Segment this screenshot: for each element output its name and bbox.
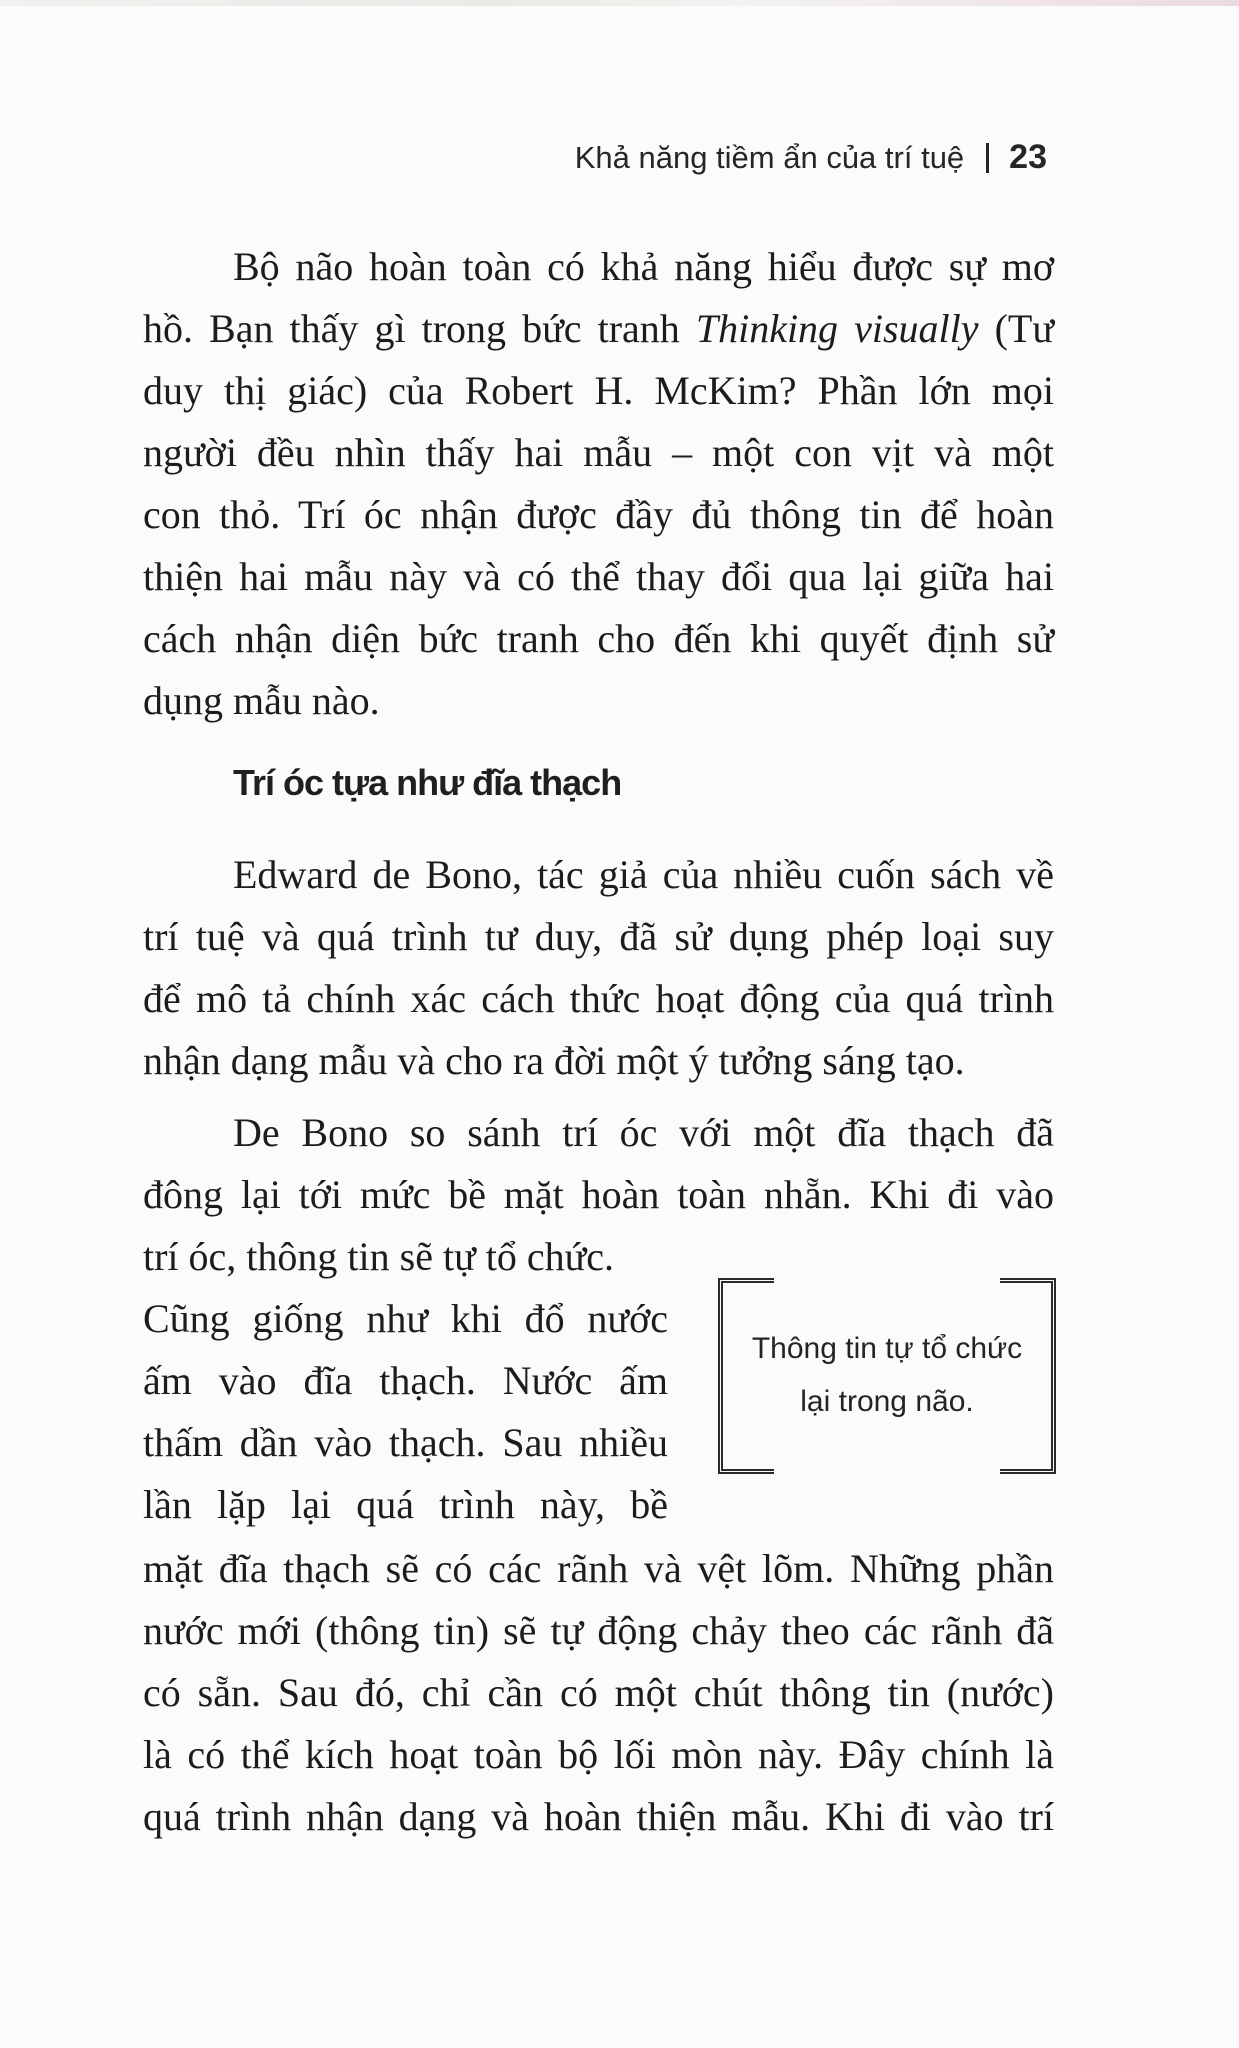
text-line: đông lại tới mức bề mặt hoàn toàn nhẵn. Khi đi vào (143, 1172, 1054, 1217)
chapter-title: Khả năng tiềm ẩn của trí tuệ (574, 139, 965, 175)
page-number: 23 (1009, 138, 1047, 176)
text-line: thiện hai mẫu này và có thể thay đổi qua lại giữa hai (143, 554, 1054, 599)
text-line: quá trình nhận dạng và hoàn thiện mẫu. Khi đi vào trí (143, 1794, 1054, 1839)
book-title: Thinking visually (695, 306, 979, 351)
section-heading: Trí óc tựa như đĩa thạch (233, 762, 622, 803)
paragraph-de-bono-intro (143, 844, 1054, 1092)
text-line: thấm dần vào thạch. Sau nhiều (143, 1420, 668, 1465)
text-line: ấm vào đĩa thạch. Nước ấm (143, 1358, 668, 1403)
text-line: lần lặp lại quá trình này, bề (143, 1482, 668, 1527)
text-line: hồ. Bạn thấy gì trong bức tranh Thinking visually (Tư (143, 306, 1055, 351)
pull-quote-line: Thông tin tự tổ chức (751, 1332, 1023, 1365)
text-line: để mô tả chính xác cách thức hoạt động của quá trình (143, 976, 1054, 1021)
text-line: con thỏ. Trí óc nhận được đầy đủ thông tin để hoàn (143, 492, 1054, 537)
text-line: người đều nhìn thấy hai mẫu – một con vịt và một (143, 430, 1054, 475)
text-line: trí tuệ và quá trình tư duy, đã sử dụng phép loại suy (143, 914, 1054, 959)
running-header (575, 138, 1047, 177)
text-line: dụng mẫu nào. (143, 678, 380, 723)
text-line: nhận dạng mẫu và cho ra đời một ý tưởng sáng tạo. (143, 1038, 965, 1083)
text-line: cách nhận diện bức tranh cho đến khi quyết định sử (143, 616, 1054, 661)
text-line: có sẵn. Sau đó, chỉ cần có một chút thông tin (nước) (143, 1670, 1054, 1715)
text-line: duy thị giác) của Robert H. McKim? Phần lớn mọi (143, 368, 1054, 413)
pull-quote-line: lại trong não. (800, 1385, 974, 1418)
text-line: nước mới (thông tin) sẽ tự động chảy theo các rãnh đã (143, 1608, 1054, 1653)
paragraph-ambiguity (143, 236, 1054, 732)
text-line: là có thể kích hoạt toàn bộ lối mòn này. Đây chính là (143, 1732, 1054, 1777)
pull-quote (718, 1278, 1056, 1474)
text-line: mặt đĩa thạch sẽ có các rãnh và vệt lõm. Những phần (143, 1546, 1054, 1591)
text-line: Cũng giống như khi đổ nước (143, 1296, 668, 1341)
paragraph-jelly-plate (143, 1102, 1054, 1226)
text-line: Bộ não hoàn toàn có khả năng hiểu được sự mơ (233, 244, 1054, 289)
text-line: De Bono so sánh trí óc với một đĩa thạch đã (233, 1110, 1054, 1155)
page-top-edge (0, 0, 1239, 6)
text-line: trí óc, thông tin sẽ tự tổ chức. (143, 1234, 615, 1279)
text-line: Edward de Bono, tác giả của nhiều cuốn sách về (233, 852, 1054, 897)
pull-quote-text (718, 1322, 1056, 1428)
paragraph-jelly-plate-continued (143, 1538, 1054, 1848)
header-separator (986, 143, 989, 173)
